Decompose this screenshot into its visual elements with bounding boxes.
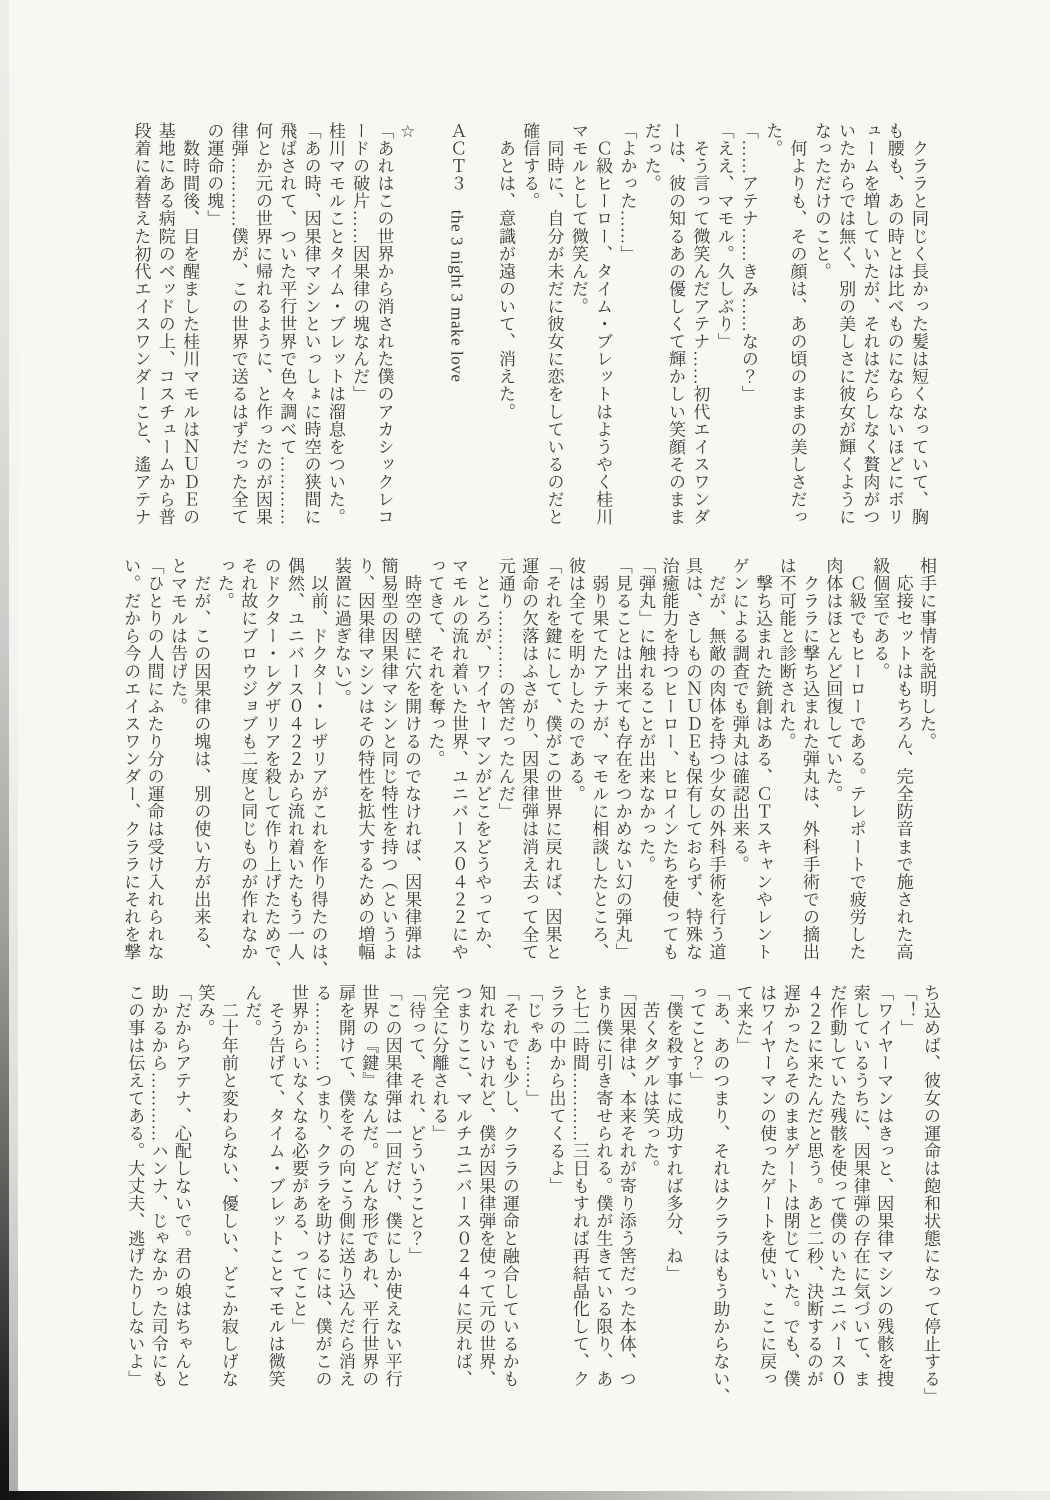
text-column: ４２２に来たんだと思う。あと二秒、決断するのが (803, 984, 823, 1388)
text-column: なっただけのこと。 (811, 122, 831, 280)
text-column: 数時間後、目を醒ました桂川マモルはＮＵＤＥの (180, 122, 200, 526)
text-column: 「よかった……」 (617, 122, 637, 263)
text-column: 応接セットはもちろん、完全防音まで施された高 (893, 557, 913, 961)
text-column: 知れないけれど、僕が因果律弾を使って元の世界、 (476, 984, 496, 1388)
text-column: と七二時間…………三日もすれば再結晶化して、ク (569, 984, 589, 1388)
text-column: 簡易型の因果律マシンと同じ特性を持つ（というよ (378, 557, 398, 961)
text-column: 世界からいなくなる必要がある、ってこと」 (289, 984, 309, 1335)
text-column: 運命の欠落はふさがり、因果律弾は消え去って全て (519, 557, 539, 961)
text-column: いたからでは無く、別の美しさに彼女が輝くように (836, 122, 856, 526)
text-column: ってこと？」 (686, 984, 706, 1090)
text-column: 遅かったらそのままゲートは閉じていた。でも、僕 (780, 984, 800, 1388)
text-column: 治癒能力を持つヒーロー、ヒロインたちを使っても (659, 557, 679, 961)
text-column: 級個室である。 (870, 557, 890, 680)
text-column (420, 122, 444, 526)
text-section-middle (119, 557, 938, 979)
text-column: ードの破片……因果律の塊なんだ」 (350, 122, 370, 403)
text-column: は不可能と診断された。 (776, 557, 796, 751)
text-column: 二十年前と変わらない、優しい、どこか寂しげな (218, 984, 238, 1388)
text-section-bottom (123, 984, 942, 1405)
text-column: ☆ (398, 122, 418, 143)
text-column: 偶然、ユニバース０４２２から流れ着いたもう一人 (285, 557, 305, 961)
text-column: ところが、ワイヤーマンがどこをどうやってか、 (472, 557, 492, 961)
text-column: ーは、彼の知るあの優しくて輝かしい笑顔そのまま (666, 122, 686, 526)
text-column: る…………つまり、クララを助けるには、僕がこの (312, 984, 332, 1388)
text-column: ゲンによる調査でも弾丸は確認出来る。 (729, 557, 749, 873)
text-column: った。 (214, 557, 234, 610)
text-column: 桂川マモルことタイム・ブレットは溜息をついた。 (325, 122, 345, 526)
text-column: クララと同じく長かった髪は短くなっていて、胸 (909, 122, 928, 526)
text-column: 何よりも、その顔は、あの頃のままの美しさだっ (787, 122, 807, 526)
text-column: はワイヤーマンの使ったゲートを使い、ここに戻っ (757, 984, 777, 1388)
text-column: 基地にある病院のベッドの上、コスチュームから普 (155, 122, 175, 526)
text-column: り、因果律マシンはその特性を拡大するための増幅 (355, 557, 375, 961)
text-column: 「それを鍵にして、僕がこの世界に戻れば、因果と (542, 557, 562, 961)
text-column: 「弾丸」に触れることが出来なかった。 (636, 557, 656, 873)
text-column: 相手に事情を説明した。 (917, 557, 936, 751)
text-column: 元通り…………の筈だったんだ」 (495, 557, 515, 821)
text-column: 「！」 (897, 984, 917, 1037)
page-binding-shadow (0, 0, 9, 1500)
text-column: 苦くタグルは笑った。 (640, 984, 660, 1178)
text-column: ＡＣＴ３ the 3 night 3 make love (447, 122, 467, 383)
text-column: 同時に、自分が未だに彼女に恋をしているのだと (544, 122, 564, 526)
text-column: 「だからアテナ、心配しないで。君の娘はちゃんと (172, 984, 191, 1388)
text-column: 彼は全てを明かしたのである。 (565, 557, 585, 803)
text-column: の運命の塊」 (204, 122, 224, 228)
text-column: 何とか元の世界に帰れるように、と作ったのが因果 (252, 122, 272, 526)
text-column: ララの中から出てくるよ」 (546, 984, 566, 1195)
text-column: 完全に分離される」 (429, 984, 449, 1142)
text-section-top (128, 122, 930, 526)
text-column: まり僕に引き寄せられる。僕が生きている限り、あ (593, 984, 613, 1388)
text-column: 「あ、あのつまり、それはクララはもう助からない、 (710, 984, 730, 1406)
text-column: 「因果律は、本来それが寄り添う筈だった本体、つ (616, 984, 636, 1388)
text-column: 扉を開けて、僕をその向こう側に送り込んだら消え (335, 984, 355, 1388)
text-column: 具は、さしものＮＵＤＥも保有しておらず、特殊な (682, 557, 702, 961)
text-column: クララに撃ち込まれた弾丸は、外科手術での摘出 (799, 557, 819, 961)
text-column: んだ。 (242, 984, 262, 1037)
page-binding-shadow-soft (9, 0, 18, 1500)
text-column: 「それでも少し、クララの運命と融合しているかも (499, 984, 519, 1388)
text-column: 律弾…………僕が、この世界で送るはずだった全て (228, 122, 248, 526)
text-column: つまりここ、マルチユニバース０２４４に戻れば、 (452, 984, 472, 1388)
text-column: 「……アテナ……きみ……なの？」 (738, 122, 758, 403)
text-column: それ故にブロウジョブも二度と同じものが作れなか (238, 557, 258, 961)
text-column: だった。 (641, 122, 661, 193)
text-column: ち込めば、彼女の運命は飽和状態になって停止する」 (921, 984, 940, 1406)
text-column: あとは、意識が遠のいて、消えた。 (495, 122, 515, 421)
text-column: そう告げて、タイム・ブレットことマモルは微笑 (265, 984, 285, 1388)
text-column: 弱り果てたアテナが、マモルに相談したところ、 (589, 557, 609, 961)
text-column: 段着に着替えた初代エイスワンダーこと、遙アテナ (131, 122, 151, 526)
text-column: 「じゃあ……」 (523, 984, 543, 1107)
text-column: 撃ち込まれた銃創はある、ＣＴスキャンやレント (753, 557, 773, 961)
text-column: マモルの流れ着いた世界、ユニバース０４２２にや (448, 557, 468, 961)
text-column: 飛ばされて、ついた平行世界で色々調べて………… (277, 122, 297, 526)
text-column: マモルとして微笑んだ。 (568, 122, 588, 316)
text-column: だ作動していた残骸を使って僕のいたユニバース０ (827, 984, 847, 1388)
text-column: そう言って微笑んだアテナ……初代エイスワンダ (690, 122, 710, 526)
text-column: ュームを増していたが、それはだらしなく贅肉がつ (860, 122, 880, 526)
text-column: 「ひとりの人間にふたり分の運命は受け入れられな (144, 557, 164, 961)
text-column: 時空の壁に穴を開けるのでなければ、因果律弾は (402, 557, 422, 961)
text-column: 「待って、それ、どういうこと？」 (406, 984, 426, 1265)
text-column: だが、無敵の肉体を持つ少女の外科手術を行う道 (706, 557, 726, 961)
text-column: 世界の『鍵』なんだ。どんな形であれ、平行世界の (359, 984, 379, 1388)
text-column: 「僕を殺す事に成功すれば多分、ね」 (663, 984, 683, 1283)
text-column: て来た」 (733, 984, 753, 1055)
text-column: 肉体はほとんど回復していた。 (823, 557, 843, 803)
text-column: Ｃ級ヒーロー、タイム・ブレットはようやく桂川 (593, 122, 613, 526)
text-column: 笑み。 (195, 984, 215, 1037)
text-column: この事は伝えてある。大丈夫、逃げたりしないよ」 (125, 984, 145, 1388)
text-column: とマモルは告げた。 (168, 557, 187, 715)
page-bottom-edge-shadow (0, 1491, 1050, 1500)
text-column: 「ええ、マモル。久しぶり」 (714, 122, 734, 351)
text-column: Ｃ級でもヒーローである。テレポートで疲労した (846, 557, 866, 961)
text-column: 装置に過ぎない）。 (331, 557, 351, 707)
text-column: 索しているうちに、因果律弾の存在に気づいて、ま (850, 984, 870, 1388)
text-column: 以前、ドクター・レザリアがこれを作り得たのは、 (308, 557, 328, 979)
text-column (468, 122, 492, 526)
text-column: ってきて、それを奪った。 (425, 557, 445, 768)
text-column: 「見ることは出来ても存在をつかめない幻の弾丸」 (612, 557, 632, 961)
text-column: 確信する。 (520, 122, 540, 210)
text-column: のドクター・レグザリアを殺して作り上げたためで、 (261, 557, 281, 979)
text-column: 「あの時、因果律マシンといっしょに時空の狭間に (301, 122, 321, 526)
text-column: 「この因果律弾は一回だけ、僕にしか使えない平行 (382, 984, 402, 1388)
text-column: 助かるから…………ハンナ、じゃなかった司令にも (148, 984, 168, 1388)
text-column: た。 (763, 122, 783, 158)
text-column: 「あれはこの世界から消された僕のアカシックレコ (374, 122, 394, 526)
text-column: も腰も、あの時とは比べものにならないほどにボリ (884, 122, 904, 526)
text-column: い。だから今のエイスワンダー、クララにそれを撃 (121, 557, 141, 961)
text-column: 「ワイヤーマンはきっと、因果律マシンの残骸を捜 (874, 984, 894, 1388)
text-column: だが、この因果律の塊は、別の使い方が出来る、 (191, 557, 211, 961)
